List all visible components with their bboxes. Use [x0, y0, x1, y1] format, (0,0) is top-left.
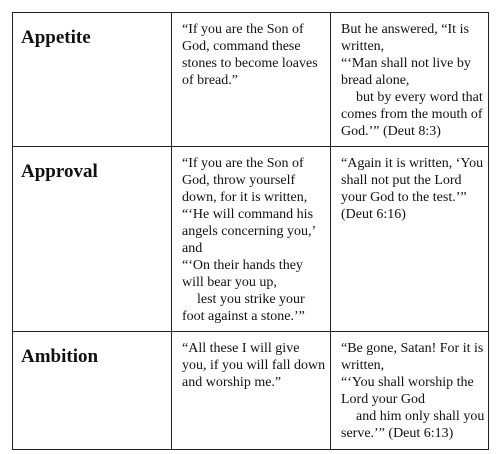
table-row: [13, 147, 489, 332]
response-line: God.’” (Deut 8:3): [341, 124, 441, 139]
response-cell: [331, 147, 489, 332]
response-line: “Again it is written, ‘You: [341, 156, 484, 171]
response-line: your God to the test.’”: [341, 190, 467, 205]
temptation-line: “‘On their hands they: [182, 258, 303, 273]
temptation-line: will bear you up,: [182, 275, 277, 290]
temptation-cell: [172, 332, 331, 450]
response-line: bread alone,: [341, 73, 410, 88]
response-line: comes from the mouth of: [341, 107, 483, 122]
response-line: “‘Man shall not live by: [341, 56, 471, 71]
temptation-line: you, if you will fall down: [182, 358, 326, 373]
temptation-line: foot against a stone.’”: [182, 309, 305, 324]
response-cell: [331, 13, 489, 147]
theme-heading: Ambition: [21, 346, 99, 367]
temptation-line: lest you strike your: [197, 292, 305, 307]
temptation-line: “If you are the Son of: [182, 22, 304, 37]
response-line: Lord your God: [341, 392, 425, 407]
response-line: “Be gone, Satan! For it is: [341, 341, 484, 356]
response-cell: [331, 332, 489, 450]
response-line: and him only shall you: [356, 409, 485, 424]
temptation-line: stones to become loaves: [182, 56, 318, 71]
table-row: [13, 13, 489, 147]
response-line: but by every word that: [356, 90, 483, 105]
response-line: “‘You shall worship the: [341, 375, 474, 390]
temptation-line: God, throw yourself: [182, 173, 296, 188]
temptation-cell: [172, 13, 331, 147]
response-line: serve.’” (Deut 6:13): [341, 426, 454, 441]
theme-heading: Approval: [21, 161, 98, 182]
response-line: (Deut 6:16): [341, 207, 406, 222]
response-line: written,: [341, 358, 385, 373]
temptation-line: angels concerning you,’: [182, 224, 317, 239]
temptation-line: down, for it is written,: [182, 190, 308, 205]
theme-heading: Appetite: [21, 27, 91, 48]
response-line: But he answered, “It is: [341, 22, 469, 37]
temptations-table: [12, 12, 489, 450]
temptation-line: and: [182, 241, 203, 256]
temptation-line: God, command these: [182, 39, 301, 54]
temptation-line: of bread.”: [182, 73, 238, 88]
theme-cell: [13, 332, 172, 450]
temptation-line: and worship me.”: [182, 375, 282, 390]
table-row: [13, 332, 489, 450]
response-line: written,: [341, 39, 385, 54]
temptation-cell: [172, 147, 331, 332]
response-line: shall not put the Lord: [341, 173, 462, 188]
theme-cell: [13, 13, 172, 147]
temptation-line: “If you are the Son of: [182, 156, 304, 171]
temptation-line: “All these I will give: [182, 341, 300, 356]
temptation-line: “‘He will command his: [182, 207, 314, 222]
theme-cell: [13, 147, 172, 332]
